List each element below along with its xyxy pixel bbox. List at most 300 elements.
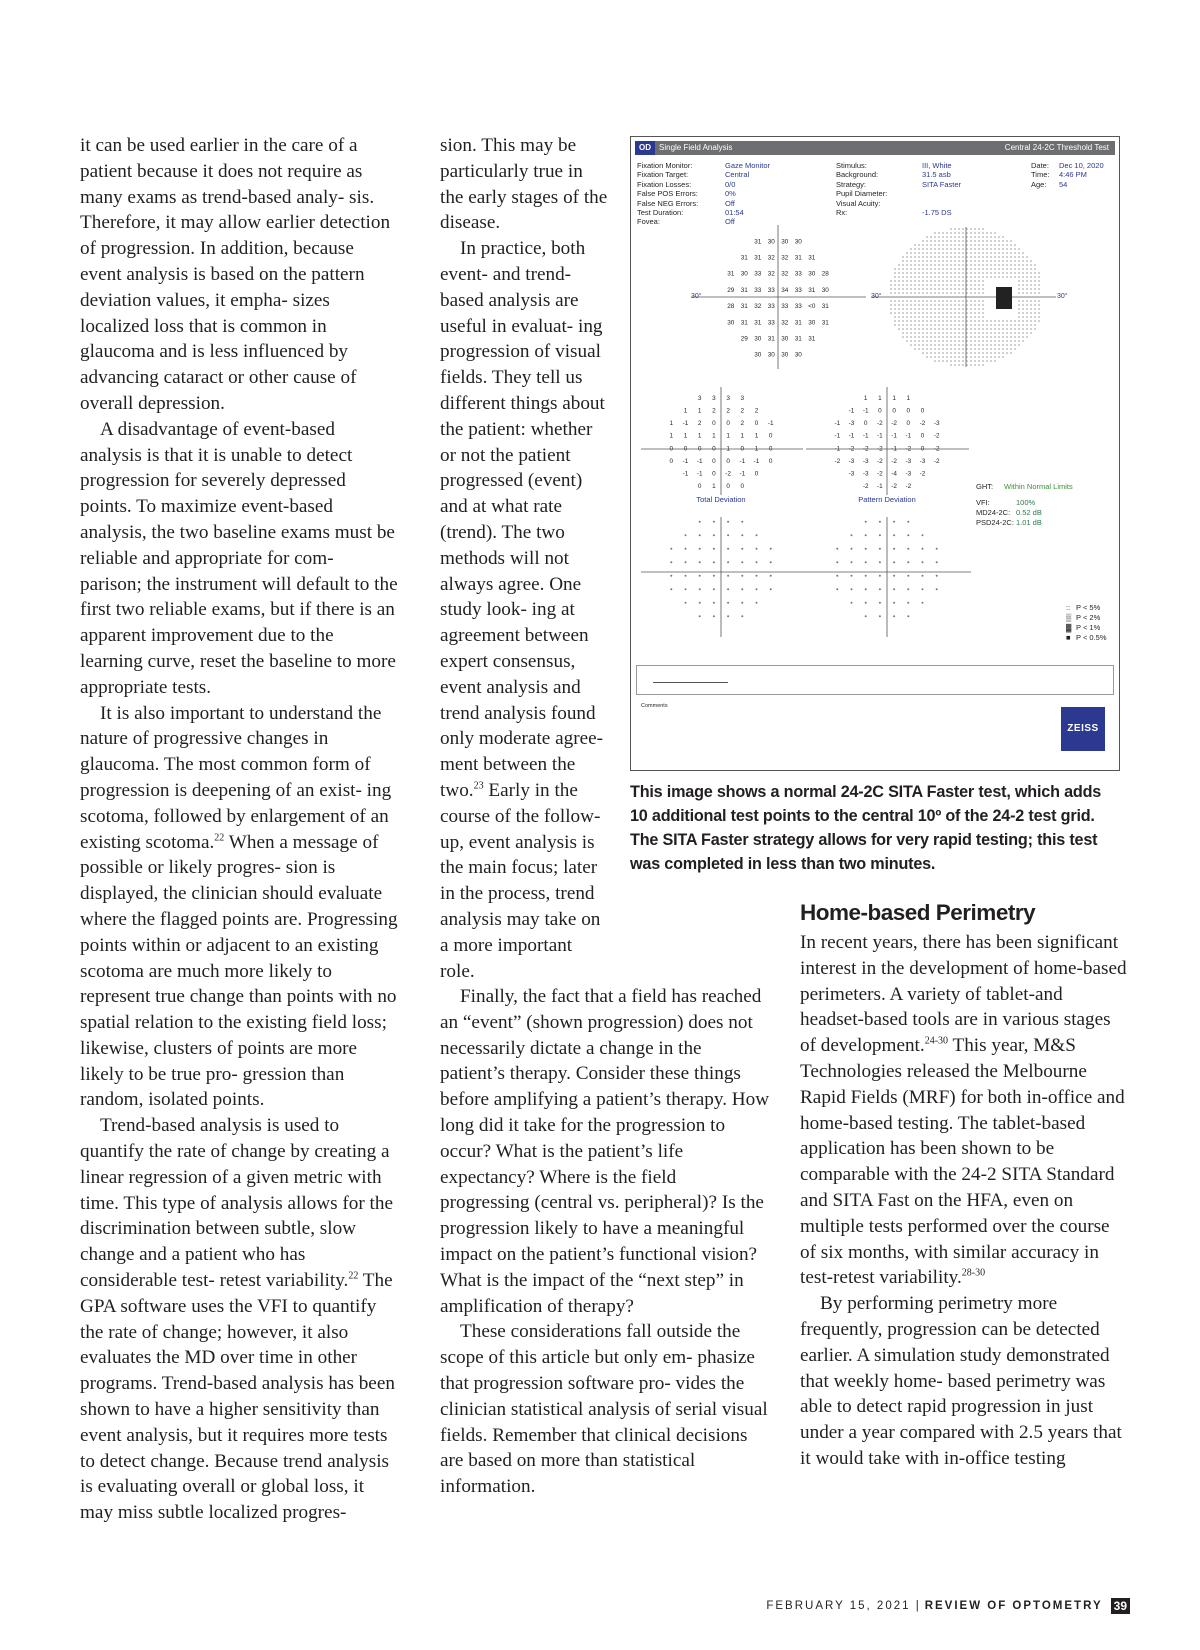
pattern-deviation-value: 0: [863, 420, 868, 428]
greyscale-dot: [910, 344, 912, 346]
greyscale-dot: [958, 340, 960, 342]
greyscale-dot: [898, 324, 900, 326]
greyscale-dot: [958, 320, 960, 322]
greyscale-dot: [1010, 260, 1012, 262]
greyscale-dot: [906, 320, 908, 322]
greyscale-dot: [946, 316, 948, 318]
greyscale-dot: [1018, 312, 1020, 314]
greyscale-dot: [1006, 336, 1008, 338]
greyscale-dot: [1002, 332, 1004, 334]
greyscale-dot: [902, 316, 904, 318]
greyscale-dot: [1002, 340, 1004, 342]
greyscale-dot: [1010, 248, 1012, 250]
greyscale-dot: [974, 332, 976, 334]
greyscale-dot: [982, 316, 984, 318]
greyscale-dot: [962, 288, 964, 290]
greyscale-dot: [934, 352, 936, 354]
greyscale-dot: [1014, 256, 1016, 258]
pattern-deviation-value: -2: [933, 445, 940, 453]
greyscale-dot: [986, 332, 988, 334]
greyscale-dot: [990, 268, 992, 270]
greyscale-dot: [982, 304, 984, 306]
greyscale-dot: [898, 280, 900, 282]
greyscale-dot: [926, 320, 928, 322]
threshold-value: 32: [767, 270, 775, 278]
greyscale-dot: [906, 340, 908, 342]
greyscale-dot: [1026, 336, 1028, 338]
total-deviation-value: 0: [768, 457, 773, 465]
greyscale-dot: [962, 308, 964, 310]
greyscale-dot: [990, 328, 992, 330]
greyscale-dot: [914, 284, 916, 286]
greyscale-dot: [966, 272, 968, 274]
info-row: [836, 180, 986, 189]
greyscale-dot: [1002, 240, 1004, 242]
probability-point: [851, 548, 853, 550]
visual-field-plots: [631, 217, 1118, 657]
info-row: [637, 180, 787, 189]
greyscale-dot: [934, 360, 936, 362]
greyscale-dot: [894, 320, 896, 322]
probability-point: [936, 575, 938, 577]
greyscale-dot: [950, 252, 952, 254]
paragraph: sion. This may be particularly true in the early stages of the disease.: [440, 135, 608, 234]
greyscale-dot: [910, 304, 912, 306]
probability-point: [670, 575, 672, 577]
greyscale-dot: [910, 332, 912, 334]
greyscale-dot: [982, 324, 984, 326]
greyscale-dot: [938, 232, 940, 234]
greyscale-dot: [970, 352, 972, 354]
pattern-deviation-value: -2: [905, 483, 912, 491]
greyscale-dot: [950, 332, 952, 334]
pattern-deviation-value: 0: [920, 432, 925, 440]
greyscale-dot: [950, 236, 952, 238]
visual-field-report: [630, 136, 1120, 771]
greyscale-dot: [946, 276, 948, 278]
greyscale-dot: [938, 356, 940, 358]
greyscale-dot: [926, 248, 928, 250]
greyscale-dot: [1002, 248, 1004, 250]
probability-point: [713, 602, 715, 604]
greyscale-dot: [1018, 292, 1020, 294]
greyscale-dot: [938, 280, 940, 282]
greyscale-dot: [966, 288, 968, 290]
greyscale-dot: [990, 360, 992, 362]
greyscale-dot: [914, 320, 916, 322]
greyscale-dot: [930, 276, 932, 278]
greyscale-dot: [942, 276, 944, 278]
greyscale-dot: [978, 280, 980, 282]
greyscale-dot: [1026, 320, 1028, 322]
greyscale-dot: [910, 272, 912, 274]
greyscale-dot: [994, 264, 996, 266]
greyscale-dot: [962, 300, 964, 302]
greyscale-dot: [1022, 256, 1024, 258]
probability-point: [865, 615, 867, 617]
greyscale-dot: [978, 352, 980, 354]
greyscale-dot: [994, 256, 996, 258]
greyscale-dot: [962, 240, 964, 242]
greyscale-dot: [954, 240, 956, 242]
greyscale-dot: [1030, 316, 1032, 318]
greyscale-dot: [1030, 332, 1032, 334]
greyscale-dot: [1018, 296, 1020, 298]
info-row: [637, 199, 787, 208]
greyscale-dot: [906, 304, 908, 306]
greyscale-dot: [954, 336, 956, 338]
greyscale-dot: [946, 340, 948, 342]
info-label: False POS Errors:: [637, 189, 698, 199]
greyscale-dot: [1010, 252, 1012, 254]
threshold-value: 30: [781, 351, 789, 359]
greyscale-dot: [982, 228, 984, 230]
greyscale-dot: [934, 284, 936, 286]
greyscale-dot: [994, 236, 996, 238]
total-deviation-value: 1: [726, 445, 730, 453]
greyscale-dot: [1038, 304, 1040, 306]
probability-point: [713, 521, 715, 523]
greyscale-dot: [1018, 300, 1020, 302]
greyscale-dot: [910, 324, 912, 326]
greyscale-dot: [918, 252, 920, 254]
probability-point: [836, 588, 838, 590]
greyscale-dot: [994, 260, 996, 262]
greyscale-dot: [962, 244, 964, 246]
greyscale-dot: [926, 272, 928, 274]
greyscale-dot: [926, 240, 928, 242]
greyscale-dot: [1006, 332, 1008, 334]
greyscale-dot: [918, 280, 920, 282]
threshold-value: 32: [781, 270, 789, 278]
greyscale-dot: [982, 236, 984, 238]
greyscale-dot: [982, 292, 984, 294]
greyscale-dot: [978, 308, 980, 310]
greyscale-dot: [970, 348, 972, 350]
greyscale-dot: [950, 300, 952, 302]
pattern-deviation-value: 1: [878, 394, 882, 402]
greyscale-dot: [918, 284, 920, 286]
greyscale-dot: [918, 260, 920, 262]
global-indices: [976, 482, 1073, 528]
total-deviation-value: -1: [682, 420, 689, 428]
greyscale-dot: [918, 292, 920, 294]
greyscale-dot: [890, 300, 892, 302]
greyscale-dot: [958, 272, 960, 274]
greyscale-dot: [986, 340, 988, 342]
pattern-deviation-value: -3: [862, 470, 869, 478]
pattern-deviation-value: -2: [877, 445, 883, 453]
greyscale-dot: [930, 316, 932, 318]
greyscale-dot: [914, 308, 916, 310]
greyscale-dot: [1010, 240, 1012, 242]
greyscale-dot: [1006, 256, 1008, 258]
greyscale-dot: [1034, 284, 1036, 286]
greyscale-dot: [946, 260, 948, 262]
greyscale-dot: [1014, 344, 1016, 346]
total-deviation-value: -1: [696, 470, 703, 478]
greyscale-dot: [1006, 252, 1008, 254]
greyscale-dot: [926, 356, 928, 358]
greyscale-dot: [1006, 352, 1008, 354]
greyscale-dot: [994, 360, 996, 362]
greyscale-dot: [1038, 292, 1040, 294]
greyscale-dot: [954, 228, 956, 230]
greyscale-dot: [986, 348, 988, 350]
greyscale-dot: [1010, 276, 1012, 278]
greyscale-dot: [922, 256, 924, 258]
legend-item: P < 1%: [1076, 623, 1101, 632]
greyscale-dot: [1002, 252, 1004, 254]
greyscale-dot: [1014, 252, 1016, 254]
probability-point: [685, 575, 687, 577]
threshold-value: 32: [767, 254, 775, 262]
greyscale-dot: [1010, 264, 1012, 266]
greyscale-dot: [946, 264, 948, 266]
greyscale-dot: [986, 324, 988, 326]
greyscale-dot: [998, 344, 1000, 346]
greyscale-dot: [990, 244, 992, 246]
greyscale-dot: [938, 260, 940, 262]
pattern-deviation-value: 1: [892, 394, 896, 402]
greyscale-dot: [982, 260, 984, 262]
greyscale-dot: [978, 268, 980, 270]
greyscale-dot: [1014, 268, 1016, 270]
paragraph: In recent years, there has been significant interest in the development of home-based perimeters. A variety of tablet-and headset-based tools are in various stages of development.$^{24-30}$ This year, M&S Technologies released the Melbourne Rapid Fields (MRF) for both in-office and home-based testing. The tablet-based application has been shown to be comparable with the 24-2 SITA Standard and SITA Fast on the HFA, even on multiple tests performed over the course of six months, with similar accuracy in test-retest variability.$^{28-30}$: [800, 932, 1127, 1289]
greyscale-dot: [910, 292, 912, 294]
greyscale-dot: [938, 340, 940, 342]
greyscale-dot: [958, 356, 960, 358]
pattern-deviation-value: -1: [905, 432, 912, 440]
greyscale-dot: [938, 236, 940, 238]
greyscale-dot: [934, 248, 936, 250]
greyscale-dot: [918, 300, 920, 302]
greyscale-dot: [938, 244, 940, 246]
greyscale-dot: [1002, 244, 1004, 246]
greyscale-dot: [1014, 276, 1016, 278]
probability-point: [699, 575, 701, 577]
greyscale-dot: [898, 272, 900, 274]
greyscale-dot: [1014, 260, 1016, 262]
greyscale-dot: [970, 260, 972, 262]
total-deviation-value: 2: [712, 407, 716, 415]
greyscale-dot: [966, 280, 968, 282]
greyscale-dot: [926, 260, 928, 262]
greyscale-dot: [962, 252, 964, 254]
probability-point: [893, 548, 895, 550]
greyscale-dot: [918, 312, 920, 314]
greyscale-dot: [946, 248, 948, 250]
greyscale-dot: [962, 364, 964, 366]
greyscale-dot: [1002, 356, 1004, 358]
greyscale-dot: [934, 348, 936, 350]
greyscale-dot: [974, 236, 976, 238]
greyscale-dot: [1026, 268, 1028, 270]
greyscale-dot: [950, 312, 952, 314]
greyscale-dot: [1018, 324, 1020, 326]
greyscale-dot: [962, 292, 964, 294]
greyscale-dot: [966, 292, 968, 294]
greyscale-dot: [970, 264, 972, 266]
greyscale-dot: [950, 296, 952, 298]
greyscale-dot: [958, 276, 960, 278]
greyscale-dot: [1010, 324, 1012, 326]
greyscale-dot: [1038, 296, 1040, 298]
greyscale-dot: [930, 304, 932, 306]
greyscale-dot: [922, 308, 924, 310]
greyscale-dot: [898, 292, 900, 294]
greyscale-dot: [894, 276, 896, 278]
report-title: Single Field Analysis: [659, 143, 733, 152]
greyscale-dot: [958, 300, 960, 302]
greyscale-dot: [914, 288, 916, 290]
greyscale-dot: [922, 300, 924, 302]
greyscale-dot: [918, 264, 920, 266]
greyscale-dot: [978, 316, 980, 318]
greyscale-dot: [994, 276, 996, 278]
probability-point: [741, 588, 743, 590]
greyscale-dot: [930, 312, 932, 314]
paragraph: By performing perimetry more frequently, progression can be detected earlier. A simulation study demonstrated that weekly home- based perimetry was able to detect rapid progression in just under a year compared with 2.5 years that it would take with in-office testing: [800, 1293, 1122, 1469]
greyscale-dot: [958, 256, 960, 258]
greyscale-dot: [1014, 320, 1016, 322]
greyscale-dot: [978, 320, 980, 322]
greyscale-dot: [926, 324, 928, 326]
greyscale-dot: [942, 332, 944, 334]
greyscale-dot: [978, 332, 980, 334]
greyscale-dot: [994, 268, 996, 270]
legend-item: P < 0.5%: [1076, 633, 1107, 642]
greyscale-dot: [962, 296, 964, 298]
greyscale-dot: [914, 332, 916, 334]
threshold-value: 30: [754, 351, 762, 359]
greyscale-dot: [1002, 324, 1004, 326]
info-row: [1031, 180, 1120, 189]
greyscale-dot: [934, 268, 936, 270]
greyscale-dot: [950, 336, 952, 338]
probability-point: [670, 561, 672, 563]
probability-point: [936, 588, 938, 590]
probability-point: [685, 602, 687, 604]
greyscale-dot: [962, 340, 964, 342]
info-row: [637, 170, 787, 179]
greyscale-dot: [974, 232, 976, 234]
greyscale-dot: [894, 300, 896, 302]
greyscale-dot: [990, 248, 992, 250]
pattern-deviation-value: -2: [933, 432, 940, 440]
total-deviation-value: 0: [697, 483, 702, 491]
total-deviation-value: 0: [712, 420, 716, 428]
greyscale-dot: [1018, 260, 1020, 262]
probability-point: [922, 588, 924, 590]
greyscale-dot: [914, 304, 916, 306]
probability-point: [907, 588, 909, 590]
greyscale-dot: [930, 288, 932, 290]
greyscale-dot: [962, 320, 964, 322]
paragraph: Trend-based analysis is used to quantify the rate of change by creating a linear regression of a given metric with time. This type of analysis allows for the discrimination between subtle, slow change and a patient who has considerable test- retest variability.$^{22}$ The GPA software uses the VFI to quantify the rate of change; however, it also evaluates the MD over time in other programs. Trend-based analysis has been shown to have a higher sensitivity than event analysis, but it requires more tests to detect change. Because trend analysis is evaluating overall or global loss, it may miss subtle localized progres-: [80, 1115, 395, 1524]
greyscale-dot: [974, 308, 976, 310]
greyscale-dot: [998, 348, 1000, 350]
greyscale-dot: [894, 284, 896, 286]
threshold-value: 31: [794, 335, 802, 343]
greyscale-dot: [910, 308, 912, 310]
threshold-value: 33: [794, 303, 802, 311]
greyscale-dot: [1022, 272, 1024, 274]
greyscale-dot: [914, 324, 916, 326]
greyscale-dot: [966, 228, 968, 230]
greyscale-dot: [922, 320, 924, 322]
greyscale-dot: [946, 272, 948, 274]
greyscale-dot: [930, 260, 932, 262]
greyscale-dot: [922, 312, 924, 314]
greyscale-dot: [1034, 308, 1036, 310]
column-2-lower: [440, 984, 770, 1500]
greyscale-dot: [938, 292, 940, 294]
pattern-deviation-value: -2: [933, 457, 940, 465]
greyscale-dot: [1010, 320, 1012, 322]
greyscale-dot: [966, 240, 968, 242]
probability-point: [865, 548, 867, 550]
probability-point: [836, 561, 838, 563]
greyscale-dot: [950, 240, 952, 242]
greyscale-dot: [982, 264, 984, 266]
greyscale-dot: [986, 240, 988, 242]
greyscale-dot: [950, 284, 952, 286]
greyscale-dot: [950, 364, 952, 366]
greyscale-dot: [950, 356, 952, 358]
vfi-value: 100%: [1016, 498, 1036, 507]
greyscale-dot: [902, 268, 904, 270]
greyscale-dot: [1002, 256, 1004, 258]
greyscale-dot: [1018, 256, 1020, 258]
probability-point: [699, 615, 701, 617]
greyscale-dot: [946, 252, 948, 254]
greyscale-dot: [950, 228, 952, 230]
greyscale-dot: [946, 336, 948, 338]
greyscale-dot: [1006, 248, 1008, 250]
md-label: MD24-2C:: [976, 508, 1011, 517]
total-deviation-value: 0: [754, 420, 759, 428]
greyscale-dot: [1018, 328, 1020, 330]
greyscale-dot: [1010, 244, 1012, 246]
column-3: [800, 930, 1130, 1472]
greyscale-dot: [1022, 276, 1024, 278]
greyscale-dot: [910, 280, 912, 282]
greyscale-dot: [922, 352, 924, 354]
greyscale-dot: [910, 300, 912, 302]
greyscale-dot: [902, 320, 904, 322]
total-deviation-value: 1: [697, 432, 702, 440]
greyscale-dot: [898, 320, 900, 322]
info-value: -1.75 DS: [922, 208, 952, 218]
greyscale-dot: [998, 356, 1000, 358]
greyscale-dot: [958, 284, 960, 286]
greyscale-dot: [1002, 320, 1004, 322]
greyscale-dot: [994, 252, 996, 254]
greyscale-dot: [942, 256, 944, 258]
greyscale-dot: [934, 324, 936, 326]
greyscale-dot: [1018, 336, 1020, 338]
probability-point: [699, 561, 701, 563]
info-row: [637, 161, 787, 170]
greyscale-dot: [990, 348, 992, 350]
greyscale-dot: [954, 328, 956, 330]
total-deviation-value: 1: [683, 432, 688, 440]
greyscale-dot: [954, 348, 956, 350]
greyscale-dot: [962, 352, 964, 354]
info-value: 4:46 PM: [1059, 170, 1087, 180]
greyscale-dot: [994, 352, 996, 354]
